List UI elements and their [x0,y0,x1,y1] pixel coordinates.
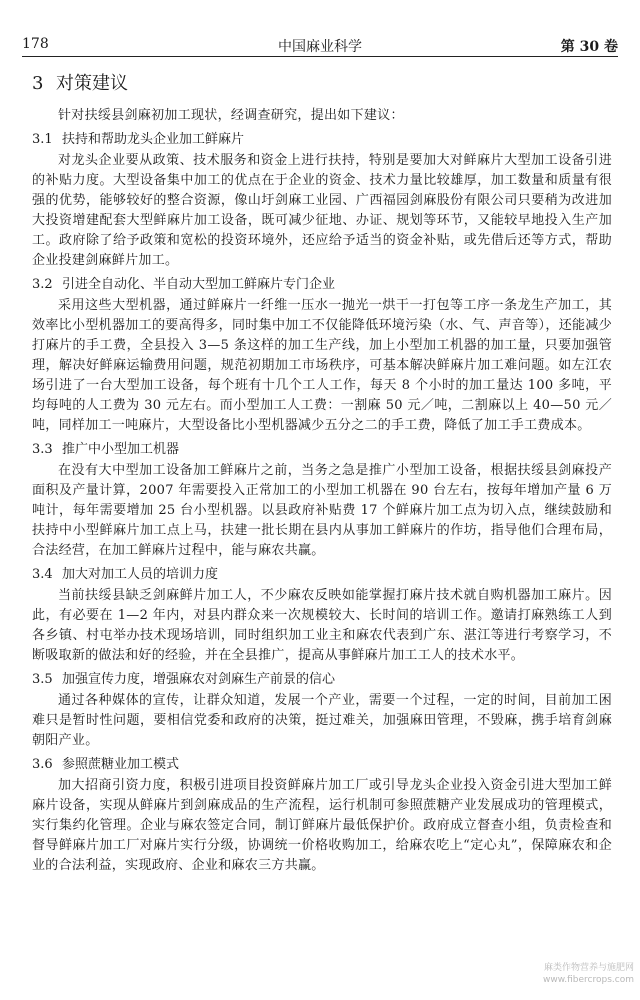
subsection-number: 3.2 [32,277,53,292]
subsection-title: 加大对加工人员的培训力度 [62,567,219,582]
section-intro: 针对扶绥县剑麻初加工现状，经调查研究，提出如下建议： [58,108,404,123]
subsection-body-3-6: 加大招商引资力度，积极引进项目投资鲜麻片加工厂或引导龙头企业投入资金引进大型加工鲜麻片设备，实现从鲜麻片到剑麻成品的生产流程，运行机制可参照蔗糖产业发展成功的管理模式，实行集约化管理。企业与麻农签定合同，制订鲜麻片最低保护价。政府成立督查小组，负责检查和督导鲜麻片加工厂对麻片实行分级，协调统一价格收购加工，给麻农吃上“定心丸”，保障麻农和企业的合法利益，实现政府、企业和麻农三方共赢。 [32,778,612,873]
watermark-line-2: www.fibercrops.com [543,975,634,985]
subsection-body-3-2: 采用这些大型机器，通过鲜麻片一纤维一压水一抛光一烘干一打包等工序一条龙生产加工，其效率比小型机器加工的要高得多，同时集中加工不仅能降低环境污染（水、气、声音等），还能减少打麻片的手工费，全县投入 3—5 条这样的加工生产线，加上小型加工机器的加工量，只要加强管理，解决好鲜麻运输费用问题，规范初期加工市场秩序，可基本解决鲜麻片加工难问题。如左江农场引进了一台大型加工设备，每个班有十几个工人工作，每天 8 个小时的加工量达 100 多吨，平均每吨的人工费为 30 元左右。而小型加工人工费：一割麻 50 元／吨，二割麻以上 40—50 元／吨，同样加工一吨麻片，大型设备比小型机器减少五分之二的手工费，降低了加工手工费成本。 [32,298,612,433]
subsection-heading-3-3 [32,440,612,460]
journal-title: 中国麻业科学 [278,39,362,55]
subsection-number: 3.6 [32,757,53,772]
volume-label: 第 30 卷 [560,39,618,55]
subsection-body-3-4: 当前扶绥县缺乏剑麻鲜片加工人，不少麻农反映如能掌握打麻片技术就自购机器加工麻片。因此，有必要在 1—2 年内，对县内群众来一次规模较大、长时间的培训工作。邀请打麻熟练工人到各乡镇、村屯举办技术现场培训，同时组织加工业主和麻农代表到广东、湛江等进行考察学习，不断吸取新的做法和好的经验，并在全县推广，提高从事鲜麻片加工工人的技术水平。 [32,588,612,663]
subsection-number: 3.5 [32,672,53,687]
subsection-title: 推广中小型加工机器 [62,442,180,457]
subsection-heading-3-1 [32,130,612,150]
subsection-body-3-5: 通过各种媒体的宣传，让群众知道，发展一个产业，需要一个过程，一定的时间，目前加工困难只是暂时性问题，要相信党委和政府的决策，挺过难关，加强麻田管理，不毁麻，携手培育剑麻朝阳产业。 [32,693,612,748]
page-number: 178 [22,36,49,52]
subsection-title: 加强宣传力度，增强麻农对剑麻生产前景的信心 [62,672,336,687]
watermark-line-1: 麻类作物营养与施肥网 [543,963,634,973]
site-watermark [543,962,634,986]
section-heading [32,72,612,96]
subsection-body-3-1: 对龙头企业要从政策、技术服务和资金上进行扶持，特别是要加大对鲜麻片大型加工设备引进的补贴力度。大型设备集中加工的优点在于企业的资金、技术力量比较雄厚，加工数量和质量有很强的优势，能够较好的整合资源，像山圩剑麻工业园、广西福园剑麻股份有限公司只要稍为改进加大投资增建配套大型鲜麻片加工设备，既可减少征地、办证、规划等环节，又能较早地投入生产加工。政府除了给予政策和宽松的投资环境外，还应给予适当的资金补贴，或先借后还等方式，帮助企业投建剑麻鲜片加工。 [32,153,612,268]
subsection-heading-3-2 [32,275,612,295]
subsection-body-3-3: 在没有大中型加工设备加工鲜麻片之前，当务之急是推广小型加工设备，根据扶绥县剑麻投产面积及产量计算，2007 年需要投入正常加工的小型加工机器在 90 台左右，按每年增加产量 6 万吨计，每年需要增加 25 台小型机器。以县政府补贴费 17 个鲜麻片加工点为切入点，继续鼓励和扶持中小型鲜麻片加工点上马，扶建一批长期在县内从事加工鲜麻片的作坊，指导他们合理布局，合法经营，在加工鲜麻片过程中，能与麻农共赢。 [32,463,612,558]
subsection-number: 3.1 [32,132,53,147]
subsection-number: 3.4 [32,567,53,582]
subsection-heading-3-5 [32,670,612,690]
subsection-title: 引进全自动化、半自动大型加工鲜麻片专门企业 [62,277,336,292]
subsection-heading-3-6 [32,755,612,775]
subsection-title: 扶持和帮助龙头企业加工鲜麻片 [62,132,245,147]
running-header [22,34,618,57]
subsection-title: 参照蔗糖业加工模式 [62,757,180,772]
subsection-heading-3-4 [32,565,612,585]
subsection-number: 3.3 [32,442,53,457]
article-body [32,72,612,876]
section-number: 3 [32,73,44,94]
section-title: 对策建议 [56,73,128,94]
